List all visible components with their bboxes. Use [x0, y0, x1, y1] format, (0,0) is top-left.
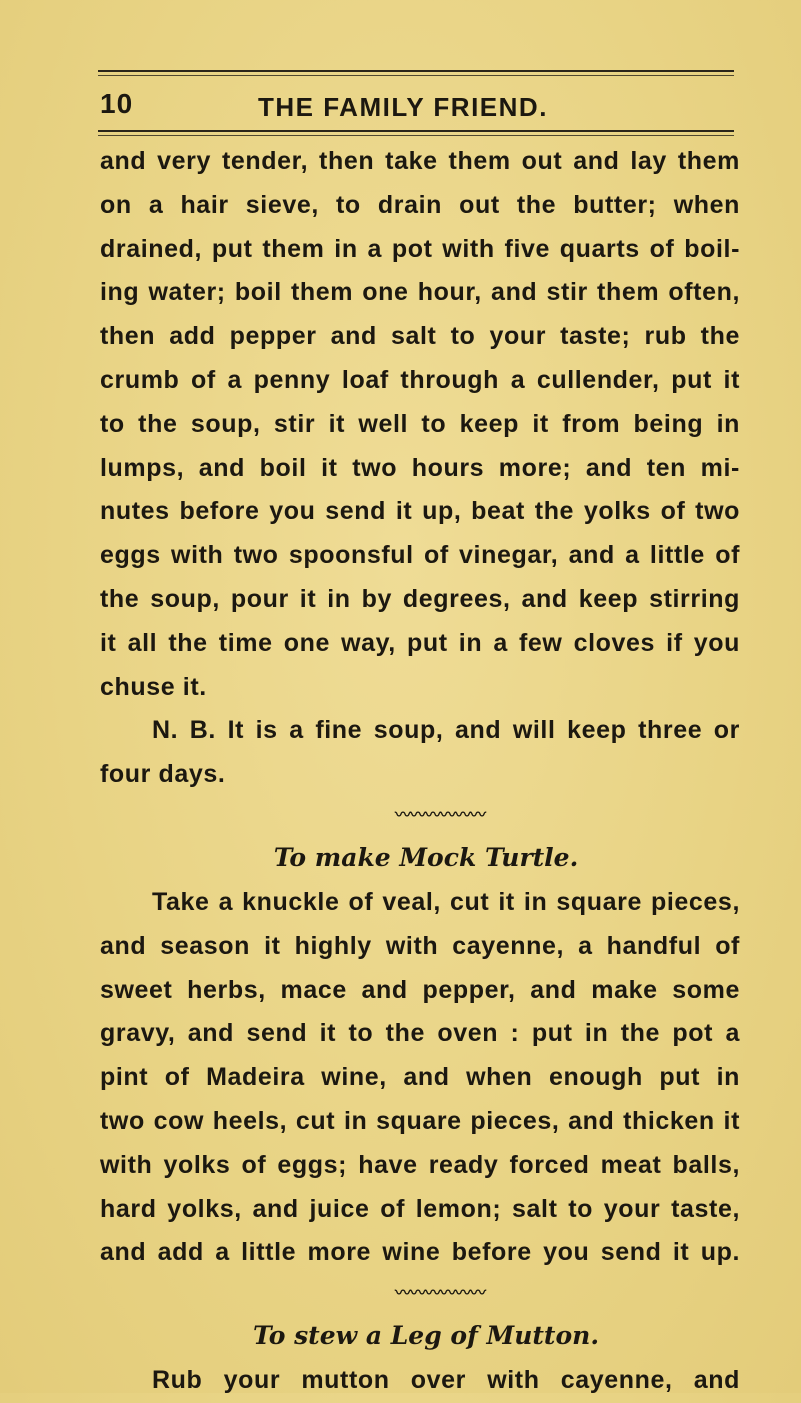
- text-line: chuse it.: [100, 672, 207, 701]
- text-line: four days.: [100, 760, 226, 789]
- text-line: pint of Madeira wine, and when enough put in: [100, 1063, 740, 1092]
- ornament-divider: 〰〰〰〰〰〰: [394, 806, 485, 824]
- note-paragraph: [100, 709, 740, 797]
- text-line: then add pepper and salt to your taste; rub the: [100, 322, 740, 351]
- text-line: sweet herbs, mace and pepper, and make some: [100, 975, 740, 1004]
- recipe-title-mock-turtle: To make Mock Turtle.: [273, 842, 579, 872]
- text-line: ing water; boil them one hour, and stir them often,: [100, 278, 740, 307]
- ornament-divider: 〰〰〰〰〰〰: [394, 1285, 485, 1303]
- text-line: and very tender, then take them out and lay them: [100, 147, 740, 175]
- text-line: crumb of a penny loaf through a cullender, put it: [100, 365, 740, 394]
- text-line: hard yolks, and juice of lemon; salt to your taste,: [100, 1194, 740, 1223]
- top-rule: [98, 70, 734, 72]
- paragraph-soup-continuation: [100, 140, 740, 709]
- text-line: and season it highly with cayenne, a handful of: [100, 931, 740, 960]
- header-rule: [98, 130, 734, 132]
- text-line: two cow heels, cut in square pieces, and thicken it: [100, 1106, 740, 1135]
- text-line: gravy, and send it to the oven : put in the pot a: [100, 1019, 740, 1048]
- text-line: drained, put them in a pot with five quarts of boil-: [100, 234, 740, 263]
- recipe-title-stew-mutton: To stew a Leg of Mutton.: [252, 1321, 600, 1351]
- text-line: eggs with two spoonsful of vinegar, and a little of: [100, 541, 740, 570]
- page-body: [100, 140, 740, 1403]
- recipe-mock-turtle: [100, 881, 740, 1275]
- header-rule-thin: [98, 135, 734, 136]
- text-line: lumps, and boil it two hours more; and ten mi-: [100, 453, 740, 482]
- text-line: the soup, pour it in by degrees, and keep stirring: [100, 584, 740, 613]
- text-line: it all the time one way, put in a few cloves if you: [100, 628, 740, 657]
- text-line: with yolks of eggs; have ready forced meat balls,: [100, 1150, 740, 1179]
- running-head: THE FAMILY FRIEND.: [258, 92, 548, 122]
- text-line: nutes before you send it up, beat the yolks of two: [100, 497, 740, 526]
- text-line: on a hair sieve, to drain out the butter; when: [100, 190, 740, 219]
- page-number: 10: [100, 88, 134, 119]
- text-line: Take a knuckle of veal, cut it in square pieces,: [152, 887, 740, 916]
- text-line: and add a little more wine before you send it up.: [100, 1238, 740, 1267]
- recipe-stew-mutton: [100, 1359, 740, 1403]
- top-rule-thin: [98, 75, 734, 76]
- text-line: N. B. It is a fine soup, and will keep three or: [152, 716, 740, 745]
- text-line: Rub your mutton over with cayenne, and: [152, 1366, 740, 1395]
- text-line: to the soup, stir it well to keep it from being in: [100, 409, 740, 438]
